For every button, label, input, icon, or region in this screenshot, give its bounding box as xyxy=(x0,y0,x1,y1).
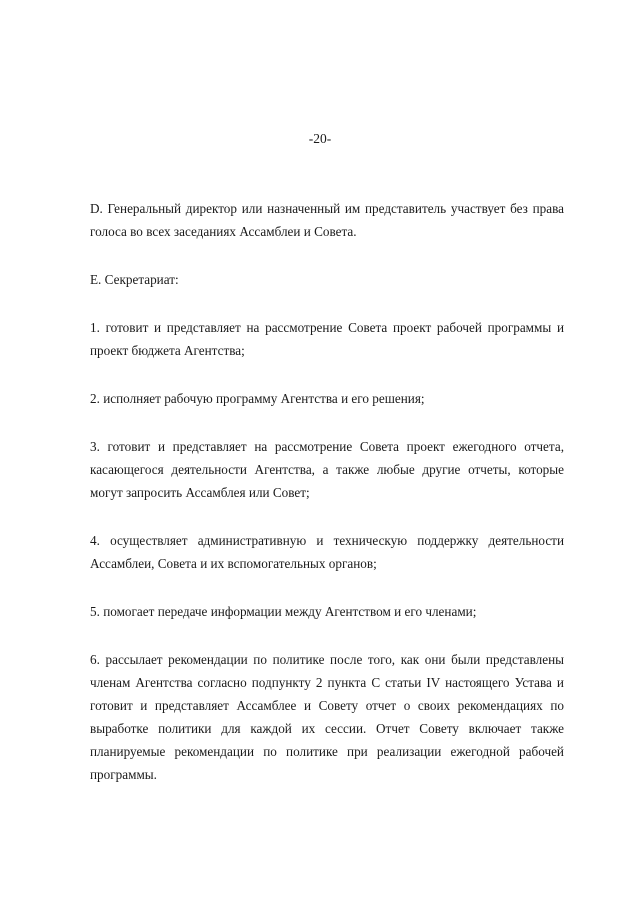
list-item-2: 2. исполняет рабочую программу Агентства и его решения; xyxy=(90,391,425,406)
list-item-4: 4. осуществляет административную и техническую поддержку деятельности Ассамблеи, Совета и их вспомогательных органов; xyxy=(90,533,564,571)
paragraph-director: D. Генеральный директор или назначенный им представитель участвует без права голоса во всех заседаниях Ассамблеи и Совета. xyxy=(90,201,564,239)
list-item-6: 6. рассылает рекомендации по политике после того, как они были представлены членам Агентства согласно подпункту 2 пункта С статьи IV настоящего Устава и готовит и представляет Ассамблее и Совету отчет о своих рекомендациях по выработке политики для каждой их сессии. Отчет Совету включает также планируемые рекомендации по политике при реализации ежегодной рабочей программы. xyxy=(90,652,564,782)
list-item-5: 5. помогает передаче информации между Агентством и его членами; xyxy=(90,604,477,619)
list-item-1: 1. готовит и представляет на рассмотрение Совета проект рабочей программы и проект бюджета Агентства; xyxy=(90,320,564,358)
document-body xyxy=(90,197,564,811)
list-item-3: 3. готовит и представляет на рассмотрение Совета проект ежегодного отчета, касающегося деятельности Агентства, а также любые другие отчеты, которые могут запросить Ассамблея или Совет; xyxy=(90,439,564,500)
paragraph-secretariat-heading: E. Секретариат: xyxy=(90,272,179,287)
page-number: -20- xyxy=(308,131,332,146)
